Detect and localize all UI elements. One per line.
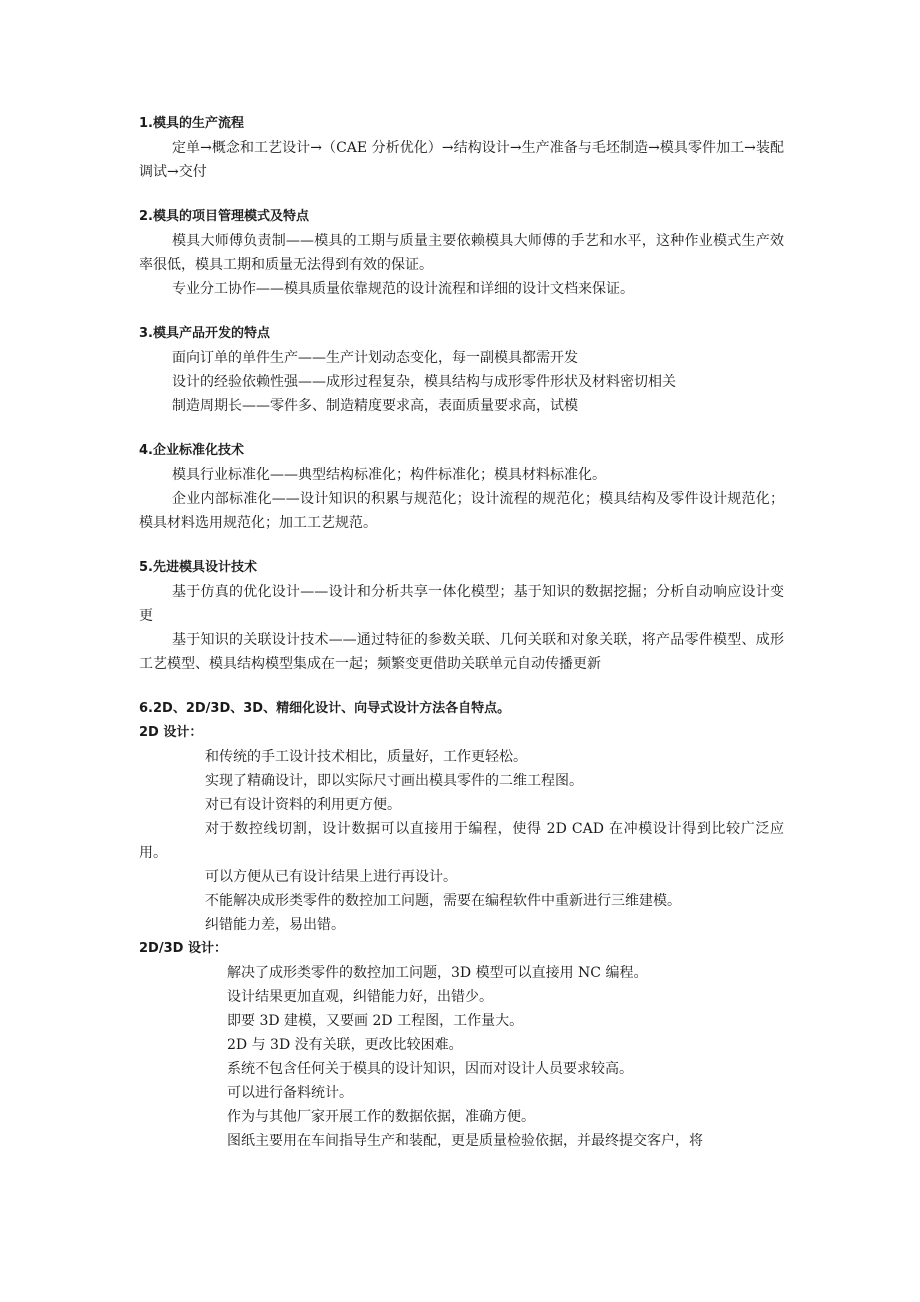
- section-5: [139, 556, 784, 676]
- paragraph: 专业分工协作——模具质量依靠规范的设计流程和详细的设计文档来保证。: [172, 281, 634, 297]
- list-item: 实现了精确设计，即以实际尺寸画出模具零件的二维工程图。: [205, 773, 583, 789]
- list-item: 纠错能力差，易出错。: [205, 917, 345, 933]
- document-page: [139, 112, 784, 1174]
- list-2d3d: [139, 961, 784, 1153]
- list-item: 可以方便从已有设计结果上进行再设计。: [205, 869, 457, 885]
- paragraph: 制造周期长——零件多、制造精度要求高，表面质量要求高，试模: [172, 398, 578, 414]
- section-3: [139, 322, 784, 418]
- subsection-heading-2d: 2D 设计：: [139, 725, 203, 740]
- list-item: 即要 3D 建模，又要画 2D 工程图，工作量大。: [227, 1013, 524, 1029]
- paragraph: 基于仿真的优化设计——设计和分析共享一体化模型；基于知识的数据挖掘；分析自动响应设计变更: [139, 584, 784, 624]
- section-6: [139, 697, 784, 1153]
- list-item: 作为与其他厂家开展工作的数据依据，准确方便。: [227, 1109, 535, 1125]
- list-item: 对于数控线切割，设计数据可以直接用于编程，使得 2D CAD 在冲模设计得到比较广泛应用。: [139, 821, 784, 861]
- section-heading: 1.模具的生产流程: [139, 116, 244, 131]
- list-item: 可以进行备料统计。: [227, 1085, 353, 1101]
- section-heading: 4.企业标准化技术: [139, 443, 244, 458]
- section-1: [139, 112, 784, 184]
- paragraph: 模具行业标准化——典型结构标准化；构件标准化；模具材料标准化。: [172, 467, 606, 483]
- list-2d: [139, 745, 784, 937]
- paragraph: 基于知识的关联设计技术——通过特征的参数关联、几何关联和对象关联，将产品零件模型、成形工艺模型、模具结构模型集成在一起；频繁变更借助关联单元自动传播更新: [139, 632, 784, 672]
- paragraph: 设计的经验依赖性强——成形过程复杂，模具结构与成形零件形状及材料密切相关: [172, 374, 676, 390]
- list-item: 图纸主要用在车间指导生产和装配，更是质量检验依据，并最终提交客户，将: [227, 1133, 703, 1149]
- subsection-heading-2d3d: 2D/3D 设计：: [139, 941, 227, 956]
- list-item: 2D 与 3D 没有关联，更改比较困难。: [227, 1037, 463, 1053]
- list-item: 系统不包含任何关于模具的设计知识，因而对设计人员要求较高。: [227, 1061, 633, 1077]
- paragraph: 模具大师傅负责制——模具的工期与质量主要依赖模具大师傅的手艺和水平，这种作业模式生产效率很低，模具工期和质量无法得到有效的保证。: [139, 233, 784, 273]
- paragraph: 定单→概念和工艺设计→（CAE 分析优化）→结构设计→生产准备与毛坯制造→模具零件加工→装配调试→交付: [139, 140, 784, 180]
- section-heading: 6.2D、2D/3D、3D、精细化设计、向导式设计方法各自特点。: [139, 701, 511, 716]
- list-item: 不能解决成形类零件的数控加工问题，需要在编程软件中重新进行三维建模。: [205, 893, 681, 909]
- paragraph: 面向订单的单件生产——生产计划动态变化，每一副模具都需开发: [172, 350, 578, 366]
- list-item: 设计结果更加直观，纠错能力好，出错少。: [227, 989, 493, 1005]
- list-item: 解决了成形类零件的数控加工问题，3D 模型可以直接用 NC 编程。: [227, 965, 648, 981]
- section-2: [139, 205, 784, 301]
- list-item: 和传统的手工设计技术相比，质量好，工作更轻松。: [205, 749, 527, 765]
- list-item: 对已有设计资料的利用更方便。: [205, 797, 401, 813]
- paragraph: 企业内部标准化——设计知识的积累与规范化；设计流程的规范化；模具结构及零件设计规范化；模具材料选用规范化；加工工艺规范。: [139, 491, 784, 531]
- section-heading: 2.模具的项目管理模式及特点: [139, 209, 309, 224]
- section-4: [139, 439, 784, 535]
- section-heading: 3.模具产品开发的特点: [139, 326, 270, 341]
- section-heading: 5.先进模具设计技术: [139, 560, 257, 575]
